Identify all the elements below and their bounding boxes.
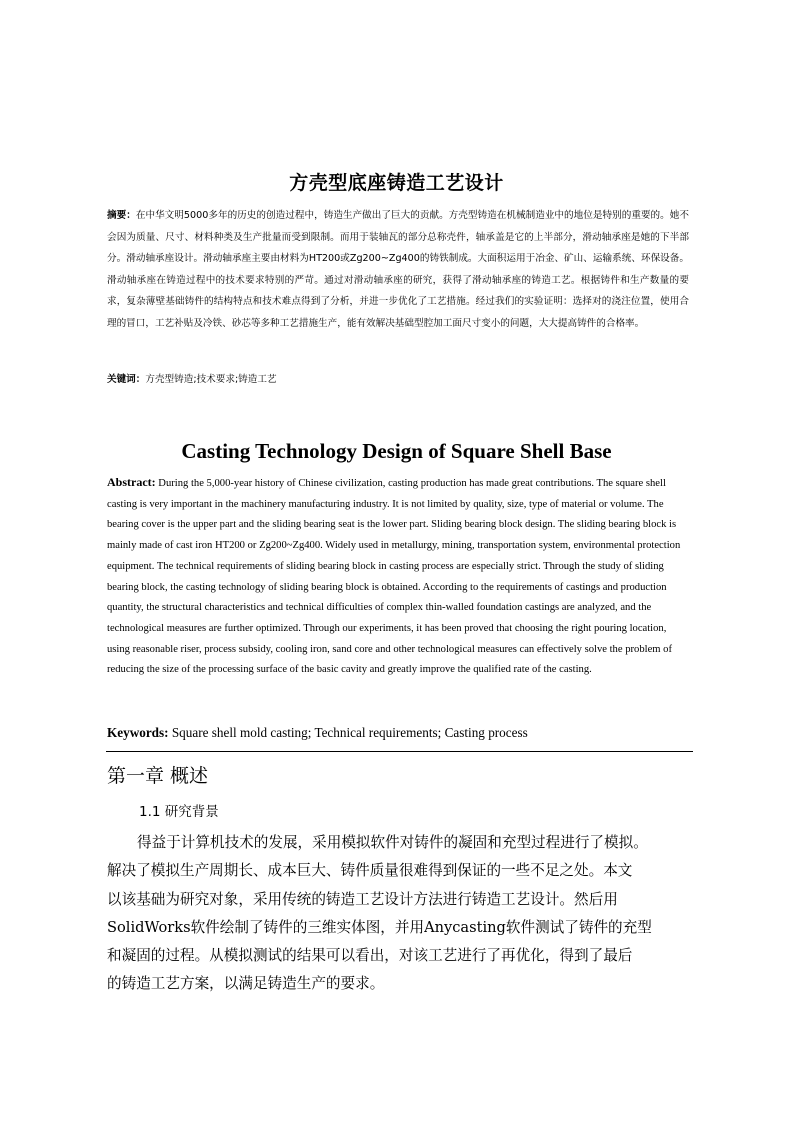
chinese-abstract-text: 在中华文明5000多年的历史的创造过程中，铸造生产做出了巨大的贡献。方壳型铸造在机械制造业中的地位是特别的重要的。她不会因为质量、尺寸、材料种类及生产批量而受到限制。而用于装轴瓦的部分总称壳件，轴承盖是它的上半部分，滑动轴承座是她的下半部分。滑动轴承座设计。滑动轴承座主要由材料为HT200或Zg200~Zg400的铸铁制成。大面积运用于冶金、矿山、运输系统、环保设备。滑动轴承座在铸造过程中的技术要求特别的严苛。通过对滑动轴承座的研究，获得了滑动轴承座的铸造工艺。根据铸件和生产数量的要求，复杂薄壁基础铸件的结构特点和技术难点得到了分析，并进一步优化了工艺措施。经过我们的实验证明：选择对的浇注位置，使用合理的冒口，工艺补贴及冷铁、砂芯等多种工艺措施生产，能有效解决基础型腔加工面尺寸变小的问题，大大提高铸件的合格率。 [107,210,689,329]
english-keywords-label: Keywords: [107,725,169,740]
body-line: 以该基础为研究对象，采用传统的铸造工艺设计方法进行铸造工艺设计。然后用 [107,890,618,908]
english-title: Casting Technology Design of Square Shell Base [181,439,612,463]
section-divider [106,751,693,752]
english-keywords-text: Square shell mold casting; Technical requirements; Casting process [168,725,528,740]
body-line: 和凝固的过程。从模拟测试的结果可以看出，对该工艺进行了再优化，得到了最后 [107,947,633,965]
chapter-heading: 第一章 概述 [107,765,209,787]
body-line: 的铸造工艺方案，以满足铸造生产的要求。 [107,975,385,993]
body-line: SolidWorks软件绘制了铸件的三维实体图，并用Anycasting软件测试了铸件的充型 [107,918,652,936]
chinese-keywords [107,370,689,390]
chinese-title: 方壳型底座铸造工艺设计 [289,172,504,194]
english-abstract [107,472,685,681]
body-line: 解决了模拟生产周期长、成本巨大、铸件质量很难得到保证的一些不足之处。本文 [107,862,633,880]
chinese-keywords-text: 方壳型铸造;技术要求;铸造工艺 [145,374,277,385]
english-abstract-text: During the 5,000-year history of Chinese civilization, casting production has made great contributions. The square shell casting is very important in the machinery manufacturing industry. It is not limited by quality, size, type of material or volume. The bearing cover is the upper part and the sliding bearing seat is the lower part. Sliding bearing block design. The sliding bearing block is mainly made of cast iron HT200 or Zg200~Zg400. Widely used in metallurgy, mining, transportation system, environmental protection equipment. The technical requirements of sliding bearing block in casting process are especially strict. Through the study of sliding bearing block, the casting technology of sliding bearing block is obtained. According to the requirements of castings and production quantity, the structural characteristics and technical difficulties of complex thin-walled foundation castings are analyzed, and the technological measures are further optimized. Through our experiments, it has been proved that choosing the right pouring location, using reasonable riser, process subsidy, cooling iron, sand core and other technological measures can effectively solve the problem of reducing the size of the processing surface of the basic cavity and greatly improve the qualified rate of the casting. [107,478,681,676]
chinese-keywords-label: 关键词： [107,374,146,385]
english-abstract-label: Abstract: [107,475,156,489]
chinese-abstract-label: 摘要： [107,210,136,221]
english-keywords [107,723,689,743]
section-heading: 1.1 研究背景 [139,804,219,820]
body-line: 得益于计算机技术的发展，采用模拟软件对铸件的凝固和充型过程进行了模拟。 [137,834,648,851]
body-paragraph [107,829,689,999]
chinese-abstract [107,205,689,335]
